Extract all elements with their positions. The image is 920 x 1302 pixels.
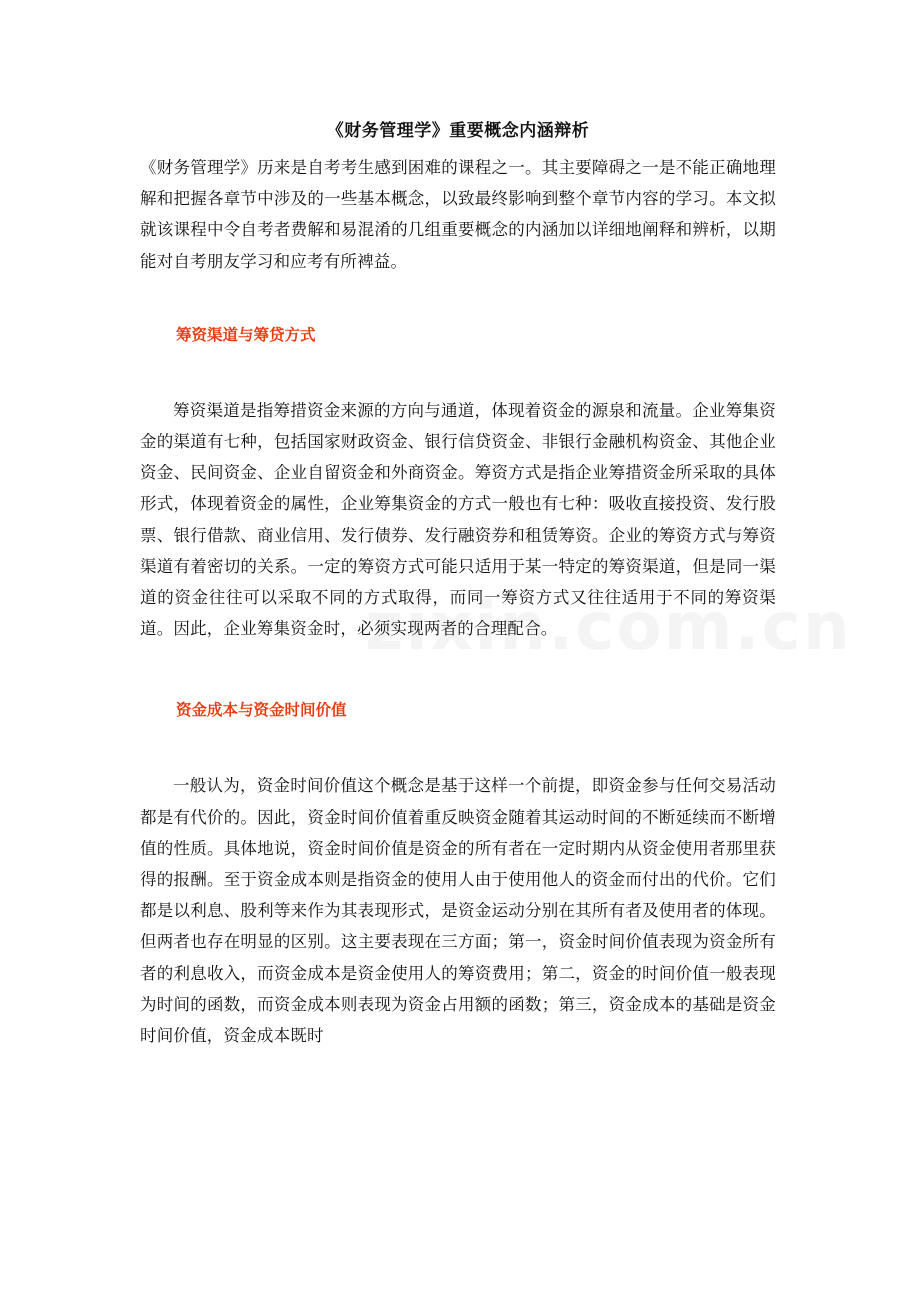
- section-body-capital-cost: 一般认为，资金时间价值这个概念是基于这样一个前提，即资金参与任何交易活动都是有代价的。因此，资金时间价值着重反映资金随着其运动时间的不断延续而不断增值的性质。具体地说，资金时间价值是资金的所有者在一定时期内从资金使用者那里获得的报酬。至于资金成本则是指资金的使用人由于使用他人的资金而付出的代价。它们都是以利息、股利等来作为其表现形式，是资金运动分别在其所有者及使用者的体现。但两者也存在明显的区别。这主要表现在三方面；第一，资金时间价值表现为资金所有者的利息收入，而资金成本是资金使用人的筹资费用；第二，资金的时间价值一般表现为时间的函数，而资金成本则表现为资金占用额的函数；第三，资金成本的基础是资金时间价值，资金成本既时: [140, 776, 776, 1046]
- document-page: [140, 118, 776, 1051]
- intro-paragraph: 《财务管理学》历来是自考考生感到困难的课程之一。其主要障碍之一是不能正确地理解和把握各章节中涉及的一些基本概念，以致最终影响到整个章节内容的学习。本文拟就该课程中令自考者费解和易混淆的几组重要概念的内涵加以详细地阐释和辨析，以期能对自考朋友学习和应考有所裨益。: [140, 158, 776, 271]
- section-heading-capital-cost: 资金成本与资金时间价值: [176, 701, 347, 720]
- document-title: 《财务管理学》重要概念内涵辩析: [326, 121, 590, 141]
- section-body-financing-channels: 筹资渠道是指筹措资金来源的方向与通道，体现着资金的源泉和流量。企业筹集资金的渠道有七种，包括国家财政资金、银行信贷资金、非银行金融机构资金、其他企业资金、民间资金、企业自留资金和外商资金。筹资方式是指企业筹措资金所采取的具体形式，体现着资金的属性，企业筹集资金的方式一般也有七种：吸收直接投资、发行股票、银行借款、商业信用、发行债券、发行融资券和租赁筹资。企业的筹资方式与筹资渠道有着密切的关系。一定的筹资方式可能只适用于某一特定的筹资渠道，但是同一渠道的资金往往可以采取不同的方式取得，而同一筹资方式又往往适用于不同的筹资渠道。因此，企业筹集资金时，必须实现两者的合理配合。: [140, 400, 776, 639]
- section-heading-financing-channels: 筹资渠道与筹贷方式: [176, 325, 316, 344]
